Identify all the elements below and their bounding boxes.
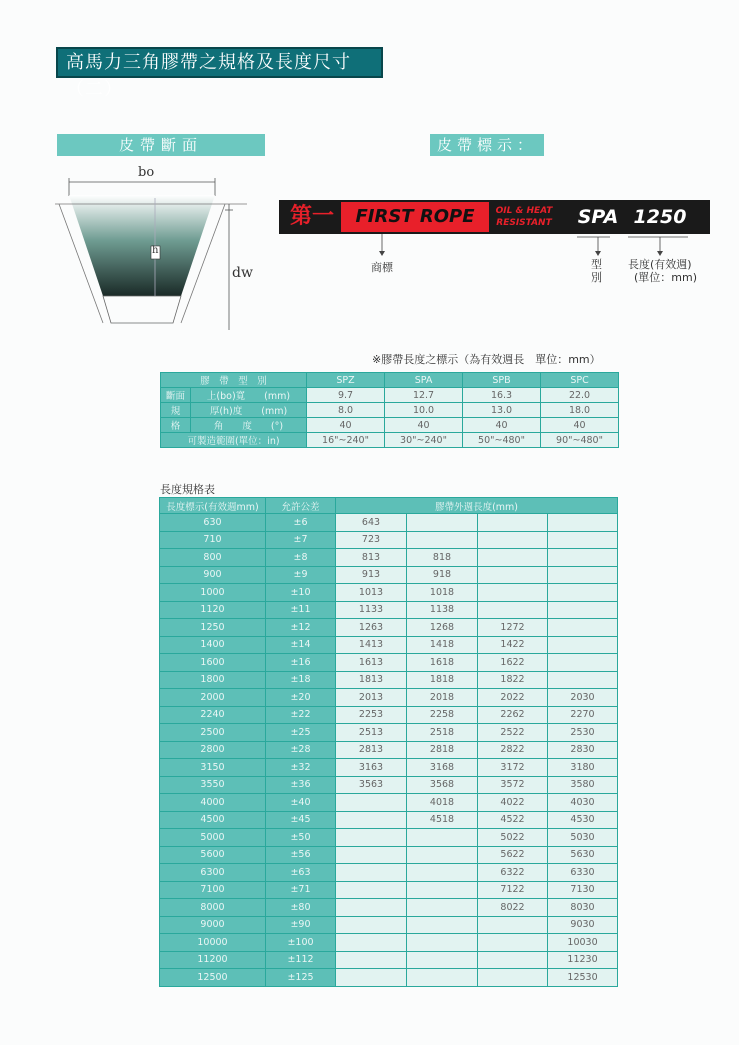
outer-length-cell: 4530 bbox=[548, 811, 618, 829]
outer-length-cell: 2518 bbox=[407, 724, 478, 742]
length-label-1: 長度(有效週) bbox=[628, 258, 692, 271]
spec-cell: 30"~240" bbox=[385, 433, 463, 448]
outer-length-cell: 1422 bbox=[478, 636, 548, 654]
oil-line-1: OIL & HEAT bbox=[495, 206, 553, 216]
spec-header-type: 膠 帶 型 別 bbox=[161, 373, 307, 388]
tolerance-cell: ±40 bbox=[266, 794, 336, 812]
tolerance-cell: ±7 bbox=[266, 531, 336, 549]
spec-cell: 9.7 bbox=[307, 388, 385, 403]
table-row bbox=[160, 829, 618, 847]
outer-length-cell: 1018 bbox=[407, 584, 478, 602]
length-header-mark: 長度標示(有效週mm) bbox=[160, 498, 266, 514]
outer-length-cell bbox=[336, 969, 407, 987]
outer-length-cell: 2513 bbox=[336, 724, 407, 742]
spec-side-1: 斷面 bbox=[161, 388, 191, 403]
outer-length-cell bbox=[407, 969, 478, 987]
table-row bbox=[160, 619, 618, 637]
tolerance-cell: ±90 bbox=[266, 916, 336, 934]
outer-length-cell: 2522 bbox=[478, 724, 548, 742]
tolerance-cell: ±45 bbox=[266, 811, 336, 829]
outer-length-cell: 4518 bbox=[407, 811, 478, 829]
outer-length-cell: 1268 bbox=[407, 619, 478, 637]
tolerance-cell: ±8 bbox=[266, 549, 336, 567]
outer-length-cell bbox=[548, 636, 618, 654]
bo-label: bo bbox=[138, 165, 155, 180]
type-label-1: 型 bbox=[591, 258, 602, 271]
oil-resistant-mark bbox=[489, 203, 559, 233]
spec-cell: 40 bbox=[307, 418, 385, 433]
outer-length-cell: 2030 bbox=[548, 689, 618, 707]
table-row bbox=[160, 689, 618, 707]
table-row bbox=[160, 811, 618, 829]
tolerance-cell: ±32 bbox=[266, 759, 336, 777]
outer-length-cell: 4022 bbox=[478, 794, 548, 812]
outer-length-cell: 3163 bbox=[336, 759, 407, 777]
spec-row bbox=[161, 418, 619, 433]
spec-cell: 90"~480" bbox=[541, 433, 619, 448]
outer-length-cell: 2022 bbox=[478, 689, 548, 707]
marking-label: 皮帶標示： bbox=[430, 134, 544, 156]
length-mark-cell: 1000 bbox=[160, 584, 266, 602]
length-mark-cell: 4500 bbox=[160, 811, 266, 829]
length-mark-cell: 5000 bbox=[160, 829, 266, 847]
cross-section-label: 皮帶斷面 bbox=[57, 134, 265, 156]
table-row bbox=[160, 741, 618, 759]
spec-header-spa: SPA bbox=[385, 373, 463, 388]
tolerance-cell: ±28 bbox=[266, 741, 336, 759]
tolerance-cell: ±25 bbox=[266, 724, 336, 742]
outer-length-cell: 12530 bbox=[548, 969, 618, 987]
spec-row-label: 角 度 (°) bbox=[191, 418, 307, 433]
length-mark-cell: 11200 bbox=[160, 951, 266, 969]
table-row bbox=[160, 934, 618, 952]
length-mark-cell: 12500 bbox=[160, 969, 266, 987]
outer-length-cell bbox=[336, 951, 407, 969]
outer-length-cell bbox=[478, 531, 548, 549]
outer-length-cell: 813 bbox=[336, 549, 407, 567]
table-row bbox=[160, 794, 618, 812]
outer-length-cell: 3572 bbox=[478, 776, 548, 794]
length-mark-cell: 1800 bbox=[160, 671, 266, 689]
tolerance-cell: ±56 bbox=[266, 846, 336, 864]
length-label-2: (單位：mm) bbox=[634, 271, 698, 284]
outer-length-cell bbox=[478, 934, 548, 952]
length-mark-cell: 8000 bbox=[160, 899, 266, 917]
outer-length-cell bbox=[336, 811, 407, 829]
spec-cell: 12.7 bbox=[385, 388, 463, 403]
tolerance-cell: ±71 bbox=[266, 881, 336, 899]
length-header-tolerance: 允許公差 bbox=[266, 498, 336, 514]
outer-length-cell: 2262 bbox=[478, 706, 548, 724]
outer-length-cell: 1618 bbox=[407, 654, 478, 672]
model-code: SPA bbox=[577, 206, 619, 228]
spec-cell: 40 bbox=[541, 418, 619, 433]
table-row bbox=[160, 654, 618, 672]
spec-cell: 50"~480" bbox=[463, 433, 541, 448]
outer-length-cell: 1133 bbox=[336, 601, 407, 619]
spec-cell: 10.0 bbox=[385, 403, 463, 418]
dw-label: dw bbox=[232, 265, 253, 281]
spec-row bbox=[161, 433, 619, 448]
outer-length-cell: 723 bbox=[336, 531, 407, 549]
tolerance-cell: ±12 bbox=[266, 619, 336, 637]
outer-length-cell bbox=[548, 671, 618, 689]
outer-length-cell bbox=[336, 846, 407, 864]
length-mark-cell: 800 bbox=[160, 549, 266, 567]
outer-length-cell: 2253 bbox=[336, 706, 407, 724]
outer-length-cell bbox=[407, 881, 478, 899]
outer-length-cell: 2530 bbox=[548, 724, 618, 742]
spec-side-3: 格 bbox=[161, 418, 191, 433]
tolerance-cell: ±50 bbox=[266, 829, 336, 847]
table-row bbox=[160, 759, 618, 777]
table-row bbox=[160, 706, 618, 724]
outer-length-cell: 3172 bbox=[478, 759, 548, 777]
outer-length-cell: 7130 bbox=[548, 881, 618, 899]
length-mark-cell: 2500 bbox=[160, 724, 266, 742]
spec-row-label: 可製造範圍(單位：in) bbox=[161, 433, 307, 448]
outer-length-cell bbox=[336, 864, 407, 882]
tolerance-cell: ±11 bbox=[266, 601, 336, 619]
outer-length-cell: 1818 bbox=[407, 671, 478, 689]
spec-cell: 40 bbox=[385, 418, 463, 433]
spec-table bbox=[160, 372, 619, 448]
outer-length-cell: 2822 bbox=[478, 741, 548, 759]
outer-length-cell: 1813 bbox=[336, 671, 407, 689]
belt-cross-section-diagram bbox=[55, 160, 265, 335]
length-mark-cell: 630 bbox=[160, 514, 266, 532]
spec-row bbox=[161, 388, 619, 403]
outer-length-cell: 918 bbox=[407, 566, 478, 584]
outer-length-cell: 8022 bbox=[478, 899, 548, 917]
tolerance-cell: ±100 bbox=[266, 934, 336, 952]
outer-length-cell bbox=[336, 829, 407, 847]
spec-header-spz: SPZ bbox=[307, 373, 385, 388]
length-table-title: 長度規格表 bbox=[160, 483, 215, 496]
outer-length-cell: 2013 bbox=[336, 689, 407, 707]
tolerance-cell: ±20 bbox=[266, 689, 336, 707]
length-mark-cell: 5600 bbox=[160, 846, 266, 864]
length-header-outer: 膠帶外週長度(mm) bbox=[336, 498, 618, 514]
spec-row-label: 厚(h)度 (mm) bbox=[191, 403, 307, 418]
tolerance-cell: ±36 bbox=[266, 776, 336, 794]
outer-length-cell: 1272 bbox=[478, 619, 548, 637]
table-row bbox=[160, 671, 618, 689]
length-mark-cell: 3550 bbox=[160, 776, 266, 794]
spec-cell: 8.0 bbox=[307, 403, 385, 418]
table-row bbox=[160, 636, 618, 654]
outer-length-cell: 4522 bbox=[478, 811, 548, 829]
outer-length-cell: 9030 bbox=[548, 916, 618, 934]
outer-length-cell bbox=[478, 969, 548, 987]
outer-length-cell: 3180 bbox=[548, 759, 618, 777]
outer-length-cell: 5622 bbox=[478, 846, 548, 864]
spec-note: ※膠帶長度之標示（為有效週長 單位：mm） bbox=[372, 353, 601, 366]
outer-length-cell bbox=[478, 584, 548, 602]
outer-length-cell: 4030 bbox=[548, 794, 618, 812]
spec-cell: 18.0 bbox=[541, 403, 619, 418]
table-row bbox=[160, 549, 618, 567]
length-mark-cell: 900 bbox=[160, 566, 266, 584]
outer-length-cell: 2813 bbox=[336, 741, 407, 759]
outer-length-cell bbox=[336, 899, 407, 917]
outer-length-cell: 7122 bbox=[478, 881, 548, 899]
outer-length-cell bbox=[407, 864, 478, 882]
outer-length-cell bbox=[336, 881, 407, 899]
outer-length-cell bbox=[548, 566, 618, 584]
tolerance-cell: ±125 bbox=[266, 969, 336, 987]
outer-length-cell bbox=[478, 514, 548, 532]
trademark-label: 商標 bbox=[371, 261, 393, 274]
outer-length-cell bbox=[548, 619, 618, 637]
outer-length-cell: 5022 bbox=[478, 829, 548, 847]
outer-length-cell: 3563 bbox=[336, 776, 407, 794]
outer-length-cell bbox=[407, 916, 478, 934]
outer-length-cell: 1138 bbox=[407, 601, 478, 619]
outer-length-cell bbox=[407, 846, 478, 864]
outer-length-cell: 1418 bbox=[407, 636, 478, 654]
length-mark-cell: 710 bbox=[160, 531, 266, 549]
spec-row bbox=[161, 403, 619, 418]
outer-length-cell: 1622 bbox=[478, 654, 548, 672]
outer-length-cell: 818 bbox=[407, 549, 478, 567]
table-row bbox=[160, 881, 618, 899]
length-mark-cell: 3150 bbox=[160, 759, 266, 777]
outer-length-cell: 3568 bbox=[407, 776, 478, 794]
spec-side-2: 規 bbox=[161, 403, 191, 418]
tolerance-cell: ±6 bbox=[266, 514, 336, 532]
length-mark-cell: 2000 bbox=[160, 689, 266, 707]
outer-length-cell: 4018 bbox=[407, 794, 478, 812]
outer-length-cell: 643 bbox=[336, 514, 407, 532]
outer-length-cell: 5630 bbox=[548, 846, 618, 864]
tolerance-cell: ±18 bbox=[266, 671, 336, 689]
page-title: 高馬力三角膠帶之規格及長度尺寸（二） bbox=[56, 47, 383, 78]
table-row bbox=[160, 584, 618, 602]
spec-cell: 16.3 bbox=[463, 388, 541, 403]
outer-length-cell: 6322 bbox=[478, 864, 548, 882]
table-row bbox=[160, 951, 618, 969]
outer-length-cell bbox=[548, 531, 618, 549]
outer-length-cell: 8030 bbox=[548, 899, 618, 917]
tolerance-cell: ±63 bbox=[266, 864, 336, 882]
tolerance-cell: ±22 bbox=[266, 706, 336, 724]
length-mark-cell: 1400 bbox=[160, 636, 266, 654]
outer-length-cell: 2270 bbox=[548, 706, 618, 724]
outer-length-cell: 1013 bbox=[336, 584, 407, 602]
outer-length-cell: 913 bbox=[336, 566, 407, 584]
length-mark-cell: 2240 bbox=[160, 706, 266, 724]
tolerance-cell: ±16 bbox=[266, 654, 336, 672]
outer-length-cell bbox=[336, 934, 407, 952]
outer-length-cell bbox=[478, 951, 548, 969]
table-row bbox=[160, 846, 618, 864]
outer-length-cell bbox=[407, 934, 478, 952]
outer-length-cell bbox=[478, 566, 548, 584]
outer-length-cell: 2018 bbox=[407, 689, 478, 707]
outer-length-cell: 2818 bbox=[407, 741, 478, 759]
outer-length-cell bbox=[548, 601, 618, 619]
outer-length-cell bbox=[478, 549, 548, 567]
table-row bbox=[160, 969, 618, 987]
outer-length-cell bbox=[407, 829, 478, 847]
brand-chinese: 第一 bbox=[289, 204, 334, 229]
table-row bbox=[160, 514, 618, 532]
outer-length-cell bbox=[336, 794, 407, 812]
outer-length-cell bbox=[548, 549, 618, 567]
tolerance-cell: ±112 bbox=[266, 951, 336, 969]
length-mark-cell: 1250 bbox=[160, 619, 266, 637]
table-row bbox=[160, 864, 618, 882]
spec-row-label: 上(bo)寬 (mm) bbox=[191, 388, 307, 403]
outer-length-cell: 6330 bbox=[548, 864, 618, 882]
length-mark-cell: 9000 bbox=[160, 916, 266, 934]
spec-header-spb: SPB bbox=[463, 373, 541, 388]
outer-length-cell: 1413 bbox=[336, 636, 407, 654]
outer-length-cell: 1822 bbox=[478, 671, 548, 689]
outer-length-cell bbox=[407, 514, 478, 532]
tolerance-cell: ±9 bbox=[266, 566, 336, 584]
length-mark-cell: 1600 bbox=[160, 654, 266, 672]
h-label: h bbox=[152, 245, 159, 256]
outer-length-cell: 5030 bbox=[548, 829, 618, 847]
spec-cell: 13.0 bbox=[463, 403, 541, 418]
table-row bbox=[160, 531, 618, 549]
spec-cell: 40 bbox=[463, 418, 541, 433]
outer-length-cell bbox=[336, 916, 407, 934]
length-mark-cell: 6300 bbox=[160, 864, 266, 882]
spec-cell: 22.0 bbox=[541, 388, 619, 403]
outer-length-cell bbox=[548, 584, 618, 602]
table-row bbox=[160, 899, 618, 917]
length-mark-cell: 4000 bbox=[160, 794, 266, 812]
tolerance-cell: ±10 bbox=[266, 584, 336, 602]
spec-header-row bbox=[161, 373, 619, 388]
outer-length-cell: 3168 bbox=[407, 759, 478, 777]
table-row bbox=[160, 916, 618, 934]
table-row bbox=[160, 566, 618, 584]
length-mark-cell: 10000 bbox=[160, 934, 266, 952]
outer-length-cell bbox=[548, 654, 618, 672]
outer-length-cell: 10030 bbox=[548, 934, 618, 952]
length-code: 1250 bbox=[633, 206, 687, 228]
outer-length-cell: 2830 bbox=[548, 741, 618, 759]
length-table bbox=[159, 497, 618, 987]
tolerance-cell: ±80 bbox=[266, 899, 336, 917]
length-mark-cell: 1120 bbox=[160, 601, 266, 619]
outer-length-cell: 11230 bbox=[548, 951, 618, 969]
tolerance-cell: ±14 bbox=[266, 636, 336, 654]
outer-length-cell bbox=[478, 601, 548, 619]
table-row bbox=[160, 724, 618, 742]
outer-length-cell bbox=[478, 916, 548, 934]
spec-cell: 16"~240" bbox=[307, 433, 385, 448]
outer-length-cell bbox=[548, 514, 618, 532]
spec-header-spc: SPC bbox=[541, 373, 619, 388]
length-mark-cell: 7100 bbox=[160, 881, 266, 899]
oil-line-2: RESISTANT bbox=[496, 218, 552, 228]
outer-length-cell bbox=[407, 899, 478, 917]
outer-length-cell: 2258 bbox=[407, 706, 478, 724]
length-mark-cell: 2800 bbox=[160, 741, 266, 759]
outer-length-cell: 3580 bbox=[548, 776, 618, 794]
length-header-row bbox=[160, 498, 618, 514]
table-row bbox=[160, 601, 618, 619]
brand-english: FIRST ROPE bbox=[341, 202, 489, 232]
outer-length-cell: 1613 bbox=[336, 654, 407, 672]
outer-length-cell: 1263 bbox=[336, 619, 407, 637]
table-row bbox=[160, 776, 618, 794]
outer-length-cell bbox=[407, 531, 478, 549]
type-label-2: 別 bbox=[591, 271, 602, 284]
outer-length-cell bbox=[407, 951, 478, 969]
